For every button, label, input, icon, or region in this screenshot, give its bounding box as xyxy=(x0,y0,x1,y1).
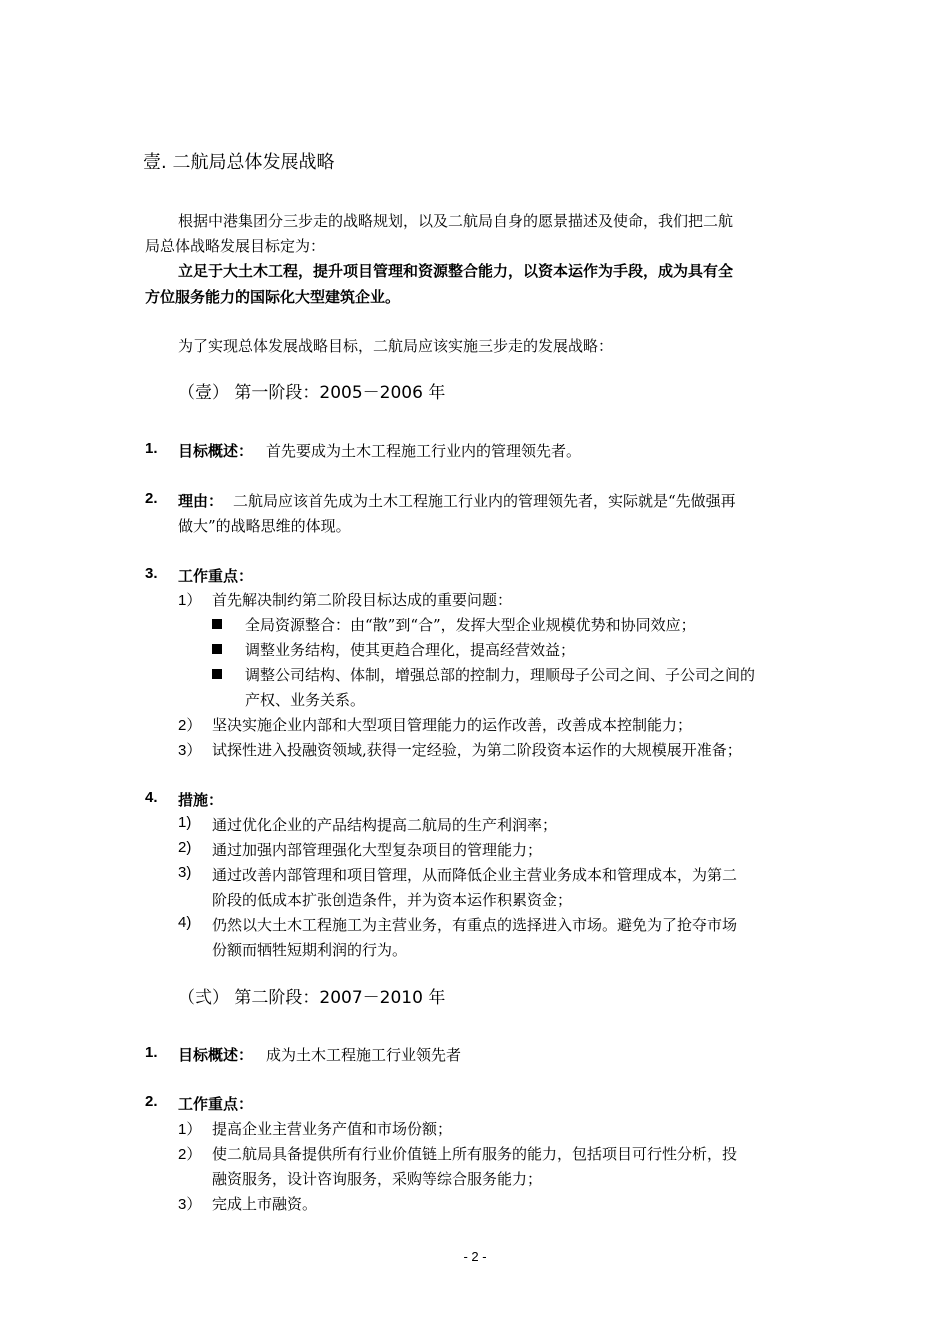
p1-item1-text: 首先要成为土木工程施工行业内的管理领先者。 xyxy=(266,442,582,460)
section-title: 壹. 二航局总体发展战略 xyxy=(143,152,335,173)
work-focus-sub2-text: 坚决实施企业内部和大型项目管理能力的运作改善，改善成本控制能力； xyxy=(212,716,693,734)
p1-item2-text-cont: 做大”的战略思维的体现。 xyxy=(178,517,351,535)
intro-line-1: 根据中港集团分三步走的战略规划，以及二航局自身的愿景描述及使命，我们把二航 xyxy=(178,212,734,230)
p1-item2-text: 二航局应该首先成为土木工程施工行业内的管理领先者，实际就是“先做强再 xyxy=(233,492,736,510)
work-focus-sub3-number: 3） xyxy=(178,742,202,759)
work-focus-sub1-number: 1） xyxy=(178,592,202,609)
p2-sub3-text: 完成上市融资。 xyxy=(212,1195,318,1213)
p2-item1-text: 成为土木工程施工行业领先者 xyxy=(266,1046,462,1064)
measure-2-number: 2) xyxy=(178,839,192,856)
bullet-item-3: 调整公司结构、体制，增强总部的控制力，理顺母子公司之间、子公司之间的 xyxy=(245,666,756,684)
measure-3-number: 3) xyxy=(178,864,192,881)
p1-item3-label: 工作重点： xyxy=(178,567,254,585)
measure-4-text: 仍然以大土木工程施工为主营业务，有重点的选择进入市场。避免为了抢夺市场 xyxy=(212,916,738,934)
measure-1-number: 1) xyxy=(178,814,192,831)
p1-item1-label: 目标概述： xyxy=(178,442,254,460)
p2-sub1-text: 提高企业主营业务产值和市场份额； xyxy=(212,1120,453,1138)
page-number: - 2 - xyxy=(463,1249,487,1264)
bullet-item-2: 调整业务结构，使其更趋合理化，提高经营效益； xyxy=(245,641,576,659)
p2-item2-number: 2. xyxy=(145,1093,158,1110)
p1-item1-number: 1. xyxy=(145,440,158,457)
work-focus-sub1-text: 首先解决制约第二阶段目标达成的重要问题： xyxy=(212,591,513,609)
bullet-item-1: 全局资源整合：由“散”到“合”，发挥大型企业规模优势和协同效应； xyxy=(245,616,696,634)
bullet-item-3-cont: 产权、业务关系。 xyxy=(245,691,366,709)
goal-line-2: 方位服务能力的国际化大型建筑企业。 xyxy=(145,288,401,306)
bullet-square-icon xyxy=(212,644,222,654)
measure-1-text: 通过优化企业的产品结构提高二航局的生产利润率； xyxy=(212,816,558,834)
measure-4-number: 4) xyxy=(178,914,192,931)
transition-text: 为了实现总体发展战略目标，二航局应该实施三步走的发展战略： xyxy=(178,337,614,355)
p1-item2-label: 理由： xyxy=(178,492,224,510)
p2-sub2-number: 2） xyxy=(178,1146,202,1163)
phase2-heading: （弍） 第二阶段：2007－2010 年 xyxy=(178,988,446,1008)
p2-item2-label: 工作重点： xyxy=(178,1095,254,1113)
p2-sub2-text-cont: 融资服务，设计咨询服务，采购等综合服务能力； xyxy=(212,1170,543,1188)
intro-line-2: 局总体战略发展目标定为： xyxy=(145,237,326,255)
p2-sub3-number: 3） xyxy=(178,1196,202,1213)
p1-item4-number: 4. xyxy=(145,789,158,806)
measure-3-text-cont: 阶段的低成本扩张创造条件，并为资本运作积累资金； xyxy=(212,891,573,909)
p2-item1-label: 目标概述： xyxy=(178,1046,254,1064)
measure-3-text: 通过改善内部管理和项目管理，从而降低企业主营业务成本和管理成本，为第二 xyxy=(212,866,738,884)
p1-item3-number: 3. xyxy=(145,565,158,582)
p2-sub2-text: 使二航局具备提供所有行业价值链上所有服务的能力，包括项目可行性分析，投 xyxy=(212,1145,738,1163)
p2-sub1-number: 1） xyxy=(178,1121,202,1138)
bullet-square-icon xyxy=(212,619,222,629)
measure-4-text-cont: 份额而牺牲短期利润的行为。 xyxy=(212,941,408,959)
p1-item4-label: 措施： xyxy=(178,791,224,809)
p2-item1-number: 1. xyxy=(145,1044,158,1061)
measure-2-text: 通过加强内部管理强化大型复杂项目的管理能力； xyxy=(212,841,543,859)
goal-line-1: 立足于大土木工程，提升项目管理和资源整合能力，以资本运作为手段，成为具有全 xyxy=(178,262,734,280)
phase1-heading: （壹） 第一阶段：2005－2006 年 xyxy=(178,383,446,403)
bullet-square-icon xyxy=(212,669,222,679)
work-focus-sub3-text: 试探性进入投融资领域,获得一定经验，为第二阶段资本运作的大规模展开准备； xyxy=(212,741,742,759)
work-focus-sub2-number: 2） xyxy=(178,717,202,734)
p1-item2-number: 2. xyxy=(145,490,158,507)
